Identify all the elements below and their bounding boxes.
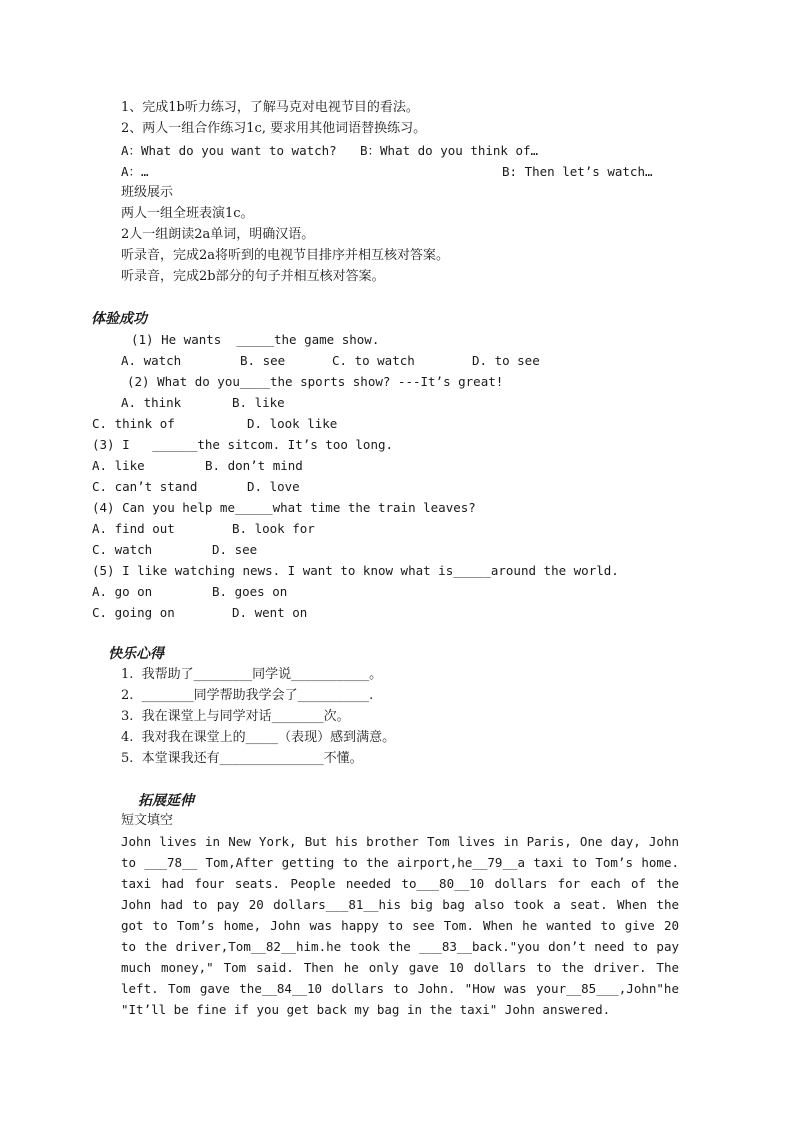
- section-title-experience: 体验成功: [91, 311, 147, 327]
- dialogue-b-answer: B: Then let’s watch…: [502, 164, 653, 179]
- happy-item-4: 4. 我对我在课堂上的_____（表现）感到满意。: [121, 730, 396, 745]
- step-line-7: 2人一组朗读2a单词，明确汉语。: [121, 227, 315, 242]
- q4-option-b: B. look for: [232, 521, 315, 536]
- passage-line: taxi had four seats. People needed to___80__10 dollars for each of the: [121, 876, 679, 891]
- cloze-passage: [121, 831, 679, 1020]
- question-2: (2) What do you____the sports show? ---It’s great!: [127, 374, 504, 389]
- q2-option-a: A. think: [121, 395, 182, 410]
- q5-option-d: D. went on: [232, 605, 308, 620]
- q4-option-c: C. watch: [92, 542, 153, 557]
- q4-option-d: D. see: [212, 542, 258, 557]
- q5-option-a: A. go on: [92, 584, 153, 599]
- q1-option-c: C. to watch: [332, 353, 415, 368]
- step-line-2: 2、两人一组合作练习1c, 要求用其他词语替换练习。: [121, 121, 427, 136]
- q2-option-c: C. think of: [92, 416, 175, 431]
- question-5: (5) I like watching news. I want to know what is_____around the world.: [92, 563, 619, 578]
- passage-line: much money," Tom said. Then he only gave 10 dollars to the driver. The: [121, 960, 679, 975]
- section-title-happy: 快乐心得: [108, 646, 164, 662]
- passage-line: got to Tom’s home, John was happy to see Tom. When he wanted to give 20: [121, 918, 679, 933]
- dialogue-b-question: B：What do you think of…: [360, 143, 539, 158]
- happy-item-5: 5. 本堂课我还有________________不懂。: [121, 751, 363, 766]
- q2-option-d: D. look like: [247, 416, 338, 431]
- q2-option-b: B. like: [232, 395, 285, 410]
- question-4: (4) Can you help me_____what time the train leaves?: [92, 500, 476, 515]
- passage-line: left. Tom gave the__84__10 dollars to John. "How was your__85___,John"he: [121, 981, 679, 996]
- passage-line: John had to pay 20 dollars___81__his big bag also took a seat. When the: [121, 897, 679, 912]
- happy-item-1: 1. 我帮助了_________同学说____________。: [121, 667, 383, 682]
- q3-option-c: C. can’t stand: [92, 479, 198, 494]
- q3-option-d: D. love: [247, 479, 300, 494]
- q4-option-a: A. find out: [92, 521, 175, 536]
- passage-line: to the driver,Tom__82__him.he took the ___83__back."you don’t need to pay: [121, 939, 679, 954]
- happy-item-2: 2. ________同学帮助我学会了___________.: [121, 688, 374, 703]
- q3-option-a: A. like: [92, 458, 145, 473]
- happy-item-3: 3. 我在课堂上与同学对话________次。: [121, 709, 350, 724]
- step-line-1: 1、完成1b听力练习，了解马克对电视节目的看法。: [121, 100, 419, 115]
- section-title-extend: 拓展延伸: [138, 793, 194, 809]
- cloze-subtitle: 短文填空: [121, 813, 174, 828]
- q5-option-b: B. goes on: [212, 584, 288, 599]
- step-line-8: 听录音，完成2a将听到的电视节目排序并相互核对答案。: [121, 248, 450, 263]
- step-line-6: 两人一组全班表演1c。: [121, 206, 254, 221]
- q1-option-a: A. watch: [121, 353, 182, 368]
- passage-line: "It’ll be fine if you get back my bag in the taxi" John answered.: [121, 1002, 611, 1017]
- q3-option-b: B. don’t mind: [205, 458, 303, 473]
- passage-line: John lives in New York, But his brother Tom lives in Paris, One day, John: [121, 834, 679, 849]
- q1-option-d: D. to see: [472, 353, 540, 368]
- step-line-class-show: 班级展示: [121, 185, 174, 200]
- question-3: (3) I ______the sitcom. It’s too long.: [92, 437, 394, 452]
- question-1: (1) He wants _____the game show.: [131, 332, 380, 347]
- q1-option-b: B. see: [240, 353, 286, 368]
- q5-option-c: C. going on: [92, 605, 175, 620]
- step-line-9: 听录音，完成2b部分的句子并相互核对答案。: [121, 269, 385, 284]
- passage-line: to ___78__ Tom,After getting to the airport,he__79__a taxi to Tom’s home.: [121, 855, 679, 870]
- dialogue-a-question: A：What do you want to watch?: [121, 143, 337, 158]
- dialogue-a-answer: A：…: [121, 164, 149, 179]
